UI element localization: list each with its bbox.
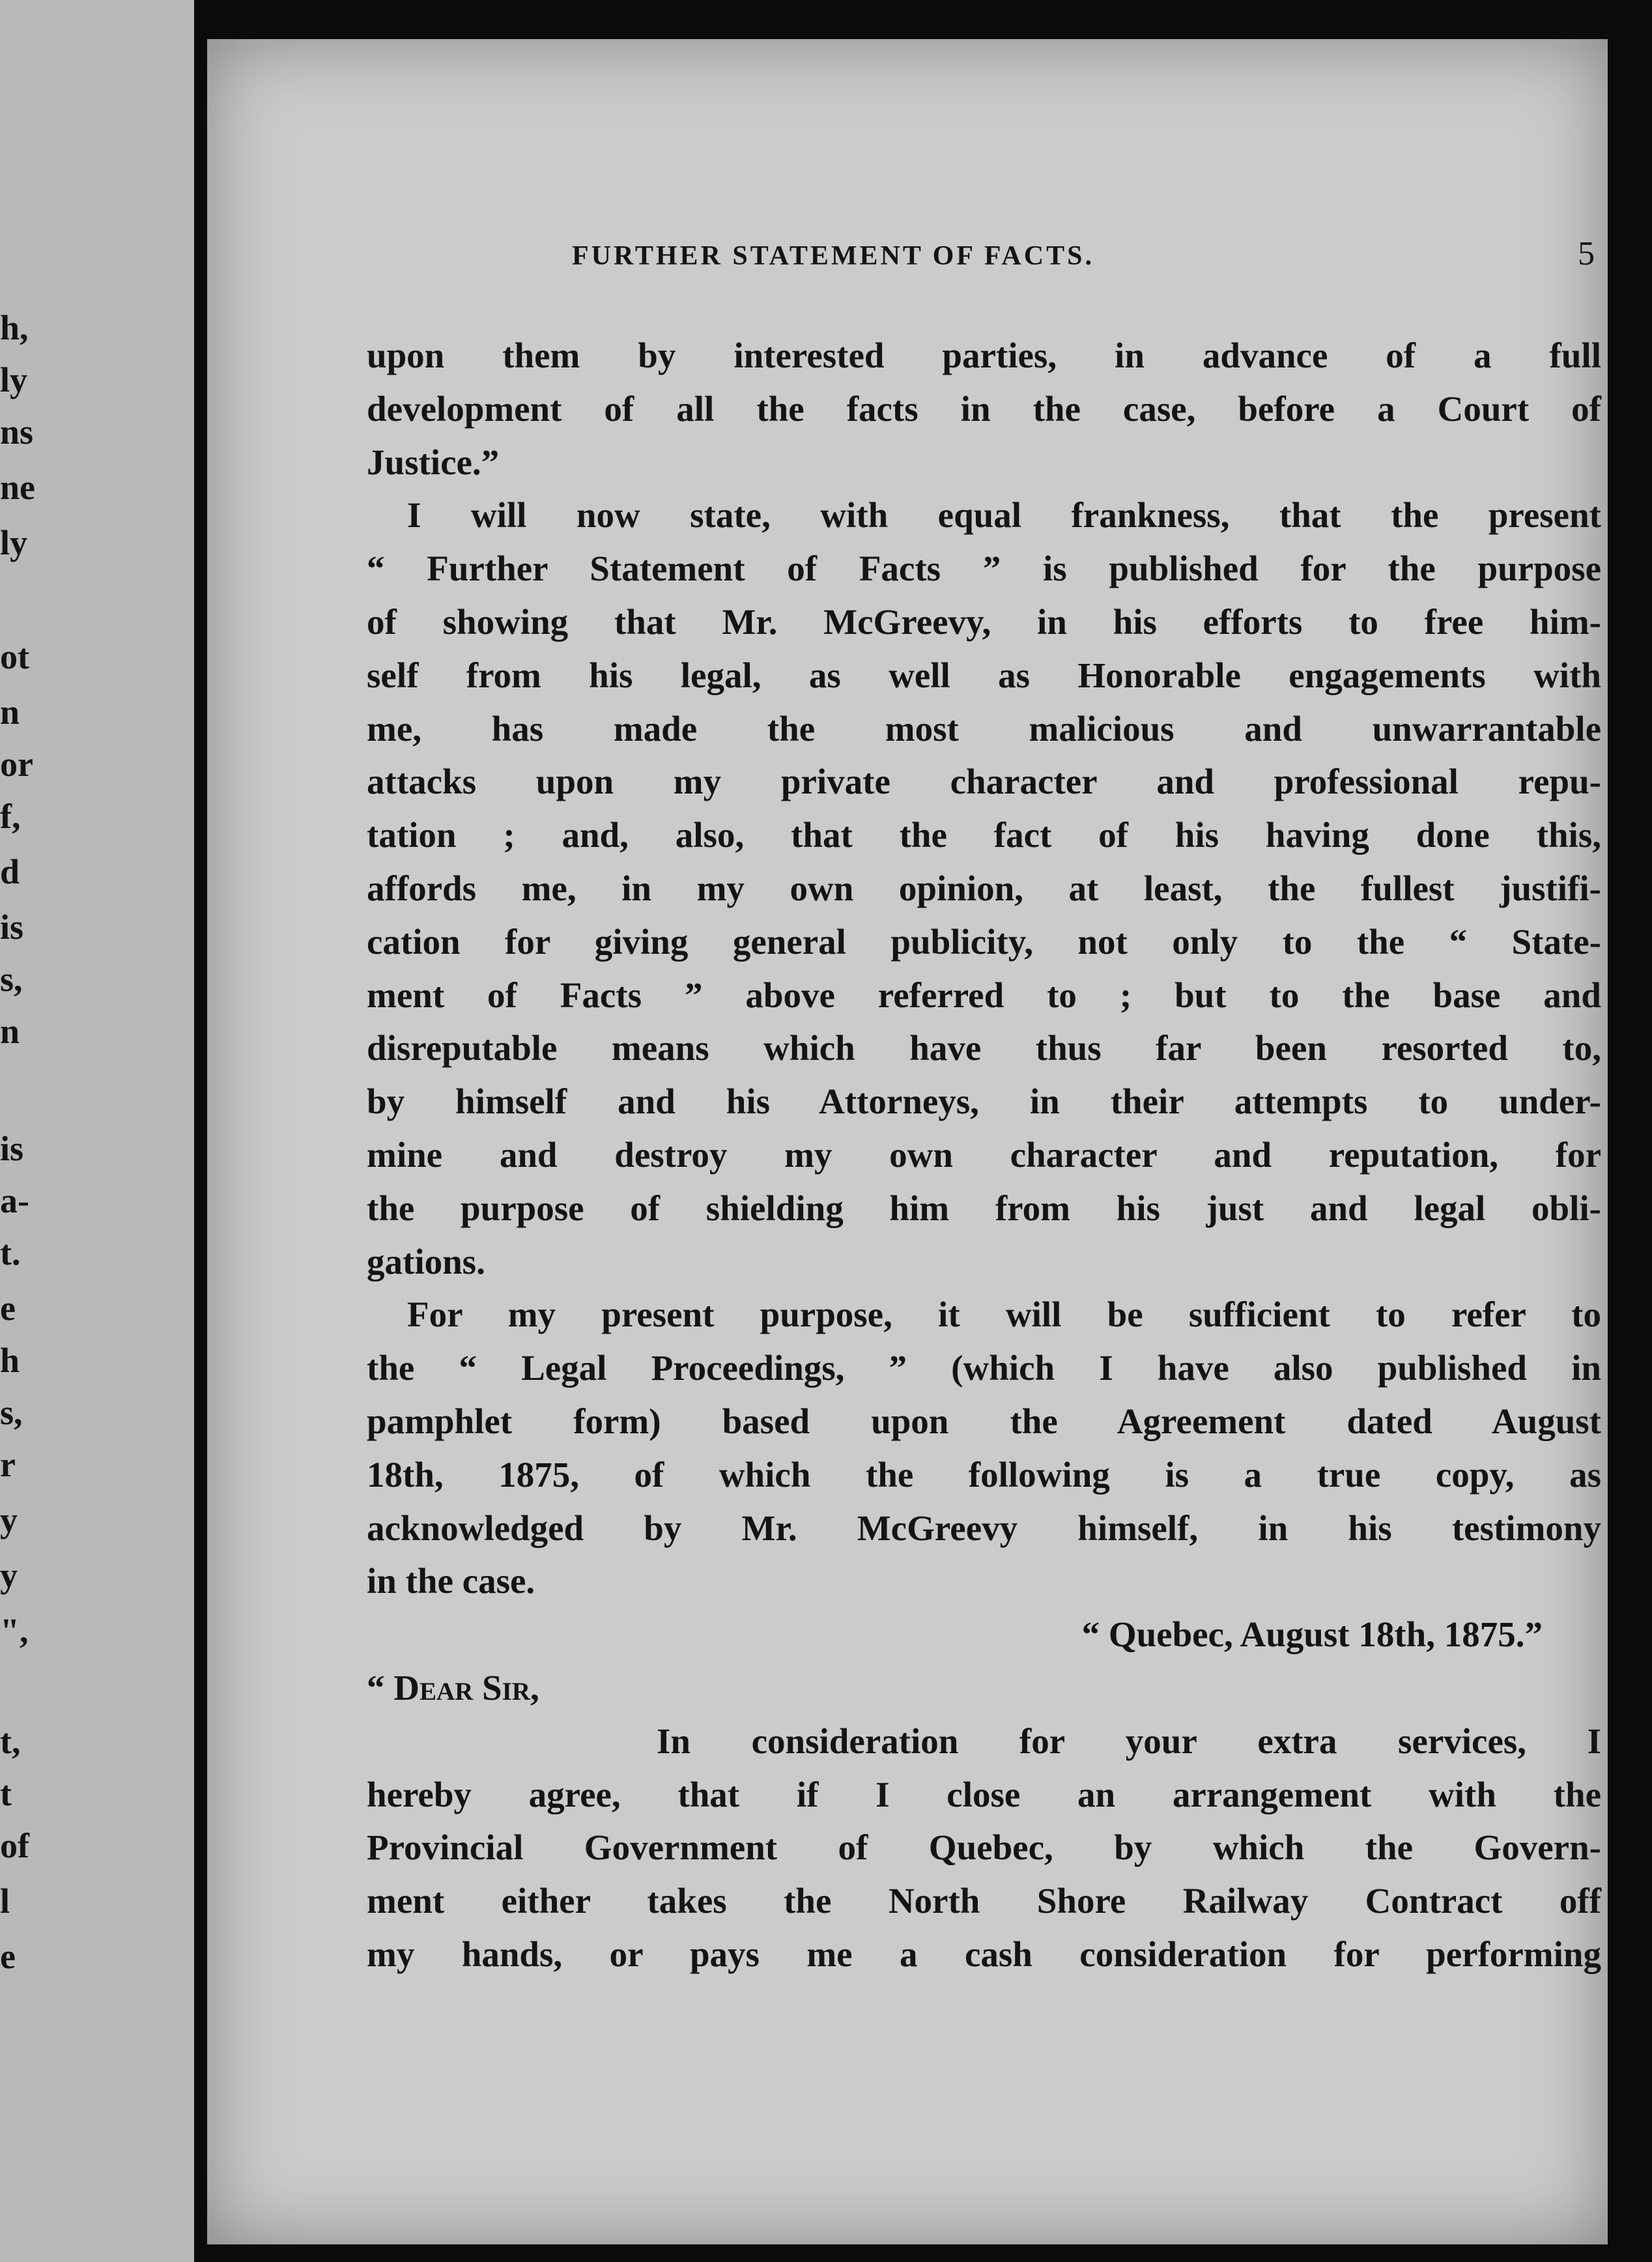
running-header (572, 235, 1595, 273)
facing-fragment: is (0, 1129, 24, 1168)
text-line: I will now state, with equal frankness, that the present (407, 495, 1601, 536)
facing-fragment: ns (0, 412, 34, 451)
facing-fragment: y (0, 1556, 18, 1595)
facing-fragment: ot (0, 637, 29, 676)
text-line: In consideration for your extra services, I (657, 1721, 1601, 1761)
facing-fragment: of (0, 1826, 29, 1865)
facing-fragment: a- (0, 1181, 29, 1220)
text-line: disreputable means which have thus far been resorted to, (367, 1028, 1601, 1068)
facing-fragment: n (0, 693, 20, 732)
running-title: FURTHER STATEMENT OF FACTS. (572, 241, 1094, 271)
text-line: the purpose of shielding him from his just and legal obli- (367, 1188, 1601, 1228)
facing-fragment: h, (0, 308, 29, 347)
text-line: me, has made the most malicious and unwarrantable (367, 708, 1601, 749)
text-line: Justice.” (367, 442, 500, 482)
facing-fragment: t, (0, 1722, 21, 1761)
text-line: acknowledged by Mr. McGreevy himself, in his testimony (367, 1508, 1601, 1548)
facing-fragment: r (0, 1445, 16, 1484)
text-line: mine and destroy my own character and reputation, for (367, 1134, 1601, 1175)
text-line: in the case. (367, 1561, 535, 1601)
text-line: For my present purpose, it will be sufficient to refer to (407, 1295, 1601, 1335)
text-line: development of all the facts in the case, before a Court of (367, 388, 1601, 429)
facing-page-edge (0, 0, 194, 2262)
facing-fragment: ", (0, 1611, 29, 1650)
text-line: my hands, or pays me a cash consideration for performing (367, 1934, 1601, 1974)
body-text (367, 329, 1601, 1981)
text-line: 18th, 1875, of which the following is a true copy, as (367, 1454, 1601, 1495)
facing-fragment: h (0, 1341, 20, 1380)
facing-fragment: e (0, 1937, 16, 1976)
text-line: attacks upon my private character and professional repu- (367, 762, 1601, 802)
facing-fragment: y (0, 1500, 18, 1539)
scanned-page (207, 39, 1608, 2244)
text-line: hereby agree, that if I close an arrangement with the (367, 1774, 1601, 1814)
facing-fragment: is (0, 908, 24, 947)
text-line: tation ; and, also, that the fact of his having done this, (367, 815, 1601, 855)
text-line: by himself and his Attorneys, in their attempts to under- (367, 1081, 1601, 1122)
facing-fragment: s, (0, 1393, 23, 1432)
text-line: ment either takes the North Shore Railway Contract off (367, 1881, 1601, 1921)
text-line: upon them by interested parties, in advance of a full (367, 336, 1601, 375)
facing-fragment: t (0, 1774, 12, 1813)
facing-fragment: e (0, 1289, 16, 1328)
facing-fragment: ne (0, 468, 35, 507)
facing-fragment: t. (0, 1233, 21, 1272)
facing-fragment: f, (0, 797, 21, 836)
letter-dateline: “ Quebec, August 18th, 1875.” (1081, 1614, 1543, 1655)
facing-fragment: ly (0, 360, 28, 399)
text-line: ment of Facts ” above referred to ; but to the base and (367, 975, 1601, 1015)
text-line: self from his legal, as well as Honorable engagements with (367, 655, 1601, 695)
text-line: affords me, in my own opinion, at least, the fullest justifi- (367, 868, 1601, 908)
text-line: cation for giving general publicity, not only to the “ State- (367, 921, 1601, 962)
facing-fragment: d (0, 852, 20, 891)
text-line: the “ Legal Proceedings, ” (which I have also published in (367, 1348, 1601, 1388)
facing-fragment: l (0, 1882, 10, 1921)
text-line: of showing that Mr. McGreevy, in his efforts to free him- (367, 601, 1601, 642)
text-line: pamphlet form) based upon the Agreement dated August (367, 1401, 1601, 1441)
page-number: 5 (1578, 235, 1595, 272)
facing-fragment: ly (0, 523, 28, 562)
text-line: gations. (367, 1241, 485, 1281)
facing-fragment: s, (0, 960, 23, 999)
text-line: Provincial Government of Quebec, by which the Govern- (367, 1827, 1601, 1868)
facing-fragment: or (0, 745, 33, 784)
facing-page-text (0, 0, 194, 2262)
text-line: “ Further Statement of Facts ” is published for the purpose (367, 549, 1601, 589)
letter-salutation: “ Dear Sir, (367, 1667, 539, 1708)
facing-fragment: n (0, 1012, 20, 1051)
